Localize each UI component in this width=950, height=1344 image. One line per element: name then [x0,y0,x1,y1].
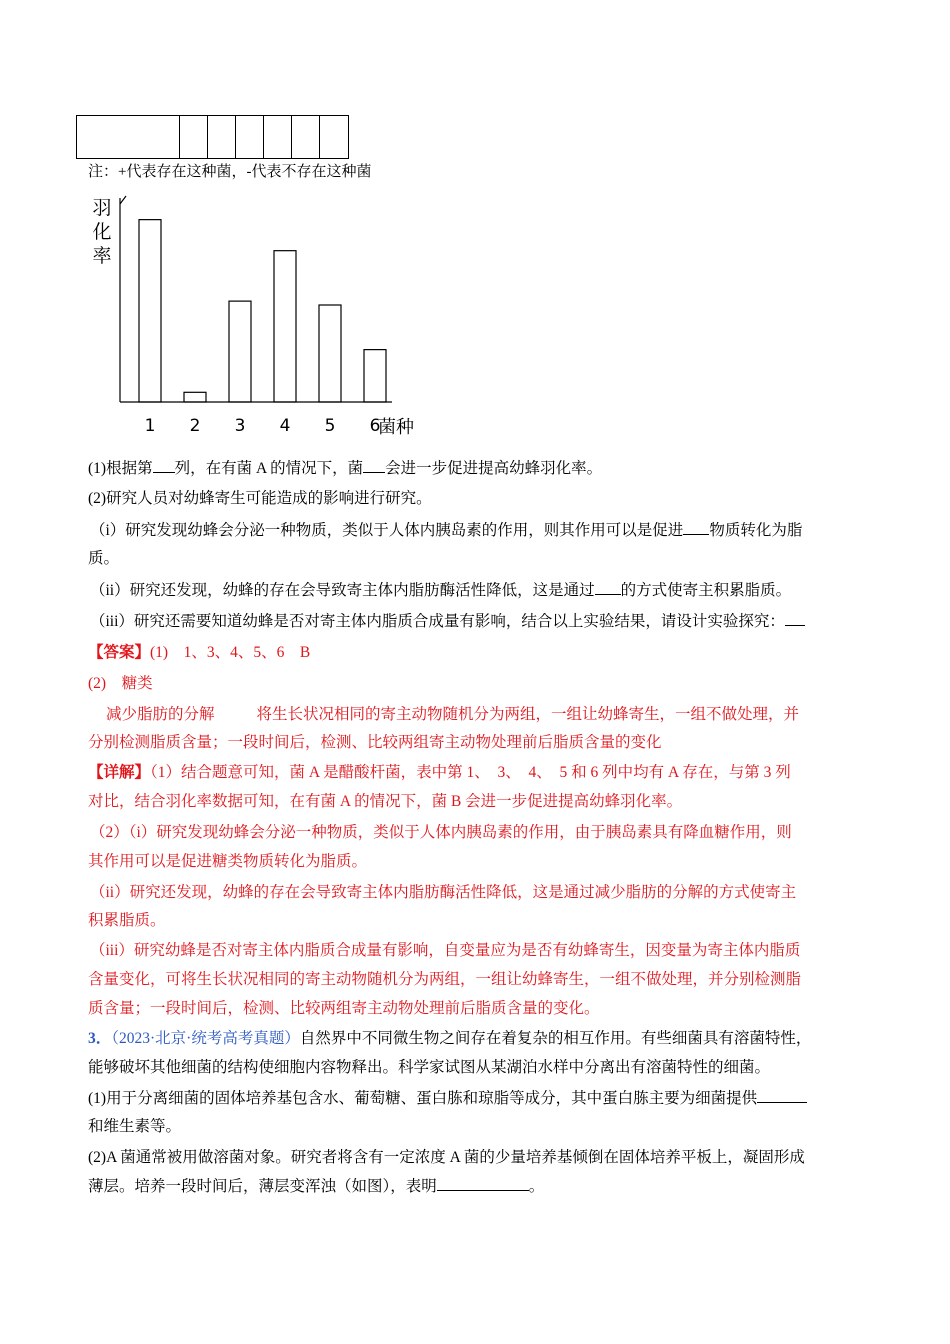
detail-line-3: （2）（i）研究发现幼蜂会分泌一种物质，类似于人体内胰岛素的作用，由于胰岛素具有降血糖作用，则 [90,824,792,841]
q3-text-a: 自然界中不同微生物之间存在着复杂的相互作用。有些细菌具有溶菌特性， [299,1030,812,1047]
q1-text-a: (1)根据第 [88,460,153,477]
question-3-intro-cont: 能够破坏其他细菌的结构使细胞内容物释出。科学家试图从某湖泊水样中分离出有溶菌特性的细菌。 [88,1059,771,1076]
answer-line-3 [106,704,799,726]
detail-line-2: 对比，结合羽化率数据可知，在有菌 A 的情况下，菌 B 会进一步促进提高幼蜂羽化率。 [88,793,683,810]
answer-tag: 【答案】 [88,644,151,661]
detail-line-4: 其作用可以是促进糖类物质转化为脂质。 [88,853,368,870]
x-tick-label: 3 [234,416,246,436]
q1-text-b: 列，在有菌 A 的情况下，菌 [174,460,364,477]
question-source: （2023·北京·统考高考真题） [111,1030,300,1047]
question-2-i-cont: 质。 [88,550,120,567]
detail-line-8: 含量变化，可将生长状况相同的寄主动物随机分为两组，一组让幼蜂寄生，一组不做处理，并分别检测脂 [88,971,802,988]
table-cell [77,116,180,159]
detail-line-5: （ii）研究还发现，幼蜂的存在会导致寄主体内脂肪酶活性降低，这是通过减少脂肪的分解的方式使寄主 [90,884,797,901]
table-cell [264,116,292,159]
question-2-i [90,520,802,542]
table-note: 注：+代表存在这种菌，-代表不存在这种菌 [88,164,372,180]
table-cell [292,116,320,159]
table-row [77,116,349,159]
question-3-1-cont: 和维生素等。 [88,1118,182,1135]
q3-1-text: (1)用于分离细菌的固体培养基包含水、葡萄糖、蛋白胨和琼脂等成分，其中蛋白胨主要为细菌提供 [88,1090,758,1107]
emergence-rate-bar-chart [82,188,422,438]
bacteria-table-bottom-row [76,115,349,159]
q1-text-c: 会进一步促进提高幼蜂羽化率。 [385,460,603,477]
bar-3 [229,301,251,402]
detail-1a: （1）结合题意可知，菌 A 是醋酸杆菌，表中第 1、 3、 4、 5 和 6 列中均有 A 存在，与第 3 列 [150,764,791,781]
q2ii-text-a: （ii）研究还发现，幼蜂的存在会导致寄主体内脂肪酶活性降低，这是通过 [90,582,595,599]
question-3-2: (2)A 菌通常被用做溶菌对象。研究者将含有一定浓度 A 菌的少量培养基倾倒在固体培养平板上，凝固形成 [88,1149,805,1166]
question-2-iii [90,611,805,633]
question-2-ii [90,580,791,602]
q2ii-text-b: 的方式使寄主积累脂质。 [620,582,792,599]
bar-6 [364,350,386,402]
answer-blank [785,611,805,626]
question-1 [88,458,602,480]
x-tick-label: 6 [369,416,381,436]
y-axis-label-char: 羽 [92,197,112,219]
detail-line-7: （iii）研究幼蜂是否对寄主体内脂质合成量有影响，自变量应为是否有幼蜂寄生，因变量为寄主体内脂质 [90,942,801,959]
y-axis-tip [120,196,126,204]
answer-1: (1) 1、3、4、5、6 B [150,644,311,661]
bar-5 [319,305,341,402]
y-axis-label-char: 率 [92,245,112,267]
bar-1 [139,220,161,402]
answer-3b: 将生长状况相同的寄主动物随机分为两组，一组让幼蜂寄生，一组不做处理，并 [256,706,800,723]
answer-line-2: (2) 糖类 [88,675,153,692]
answer-blank [153,458,175,473]
detail-line-9: 质含量；一段时间后，检测、比较两组寄主动物处理前后脂质含量的变化。 [88,1000,600,1017]
table-cell [180,116,208,159]
answer-3a: 减少脂肪的分解 [106,706,215,723]
q3-2-text: 薄层。培养一段时间后，薄层变浑浊（如图），表明 [88,1178,437,1195]
question-3-1 [88,1088,807,1110]
question-number: 3． [88,1030,112,1047]
x-tick-label: 4 [279,416,291,436]
detail-line-6: 积累脂质。 [88,912,166,929]
question-2: (2)研究人员对幼蜂寄生可能造成的影响进行研究。 [88,490,432,507]
detail-tag: 【详解】 [88,764,151,781]
answer-blank [595,580,621,595]
x-tick-label: 2 [189,416,201,436]
table-cell [320,116,349,159]
q3-2-end: 。 [528,1178,545,1195]
question-3-2-cont [88,1176,544,1198]
q2i-text-a: （i）研究发现幼蜂会分泌一种物质，类似于人体内胰岛素的作用，则其作用可以是促进 [90,522,684,539]
x-tick-label: 1 [144,416,156,436]
x-axis-label: 菌种 [378,417,414,438]
bar-2 [184,392,206,402]
y-axis-label-char: 化 [92,221,112,243]
answer-line-4: 分别检测脂质含量；一段时间后，检测、比较两组寄主动物处理前后脂质含量的变化 [88,734,662,751]
answer-blank [363,458,385,473]
answer-blank [683,520,709,535]
question-3-intro [88,1028,811,1050]
answer-blank [757,1088,807,1103]
detail-line-1 [88,762,791,784]
x-tick-label: 5 [324,416,336,436]
answer-blank [437,1176,529,1191]
bar-4 [274,251,296,402]
y-axis-label [92,197,111,267]
answer-line-1 [88,642,310,664]
table-cell [236,116,264,159]
q2iii-text: （iii）研究还需要知道幼蜂是否对寄主体内脂质合成量有影响，结合以上实验结果，请设计实验探究： [90,613,785,630]
table-cell [208,116,236,159]
q2i-text-b: 物质转化为脂 [709,522,803,539]
